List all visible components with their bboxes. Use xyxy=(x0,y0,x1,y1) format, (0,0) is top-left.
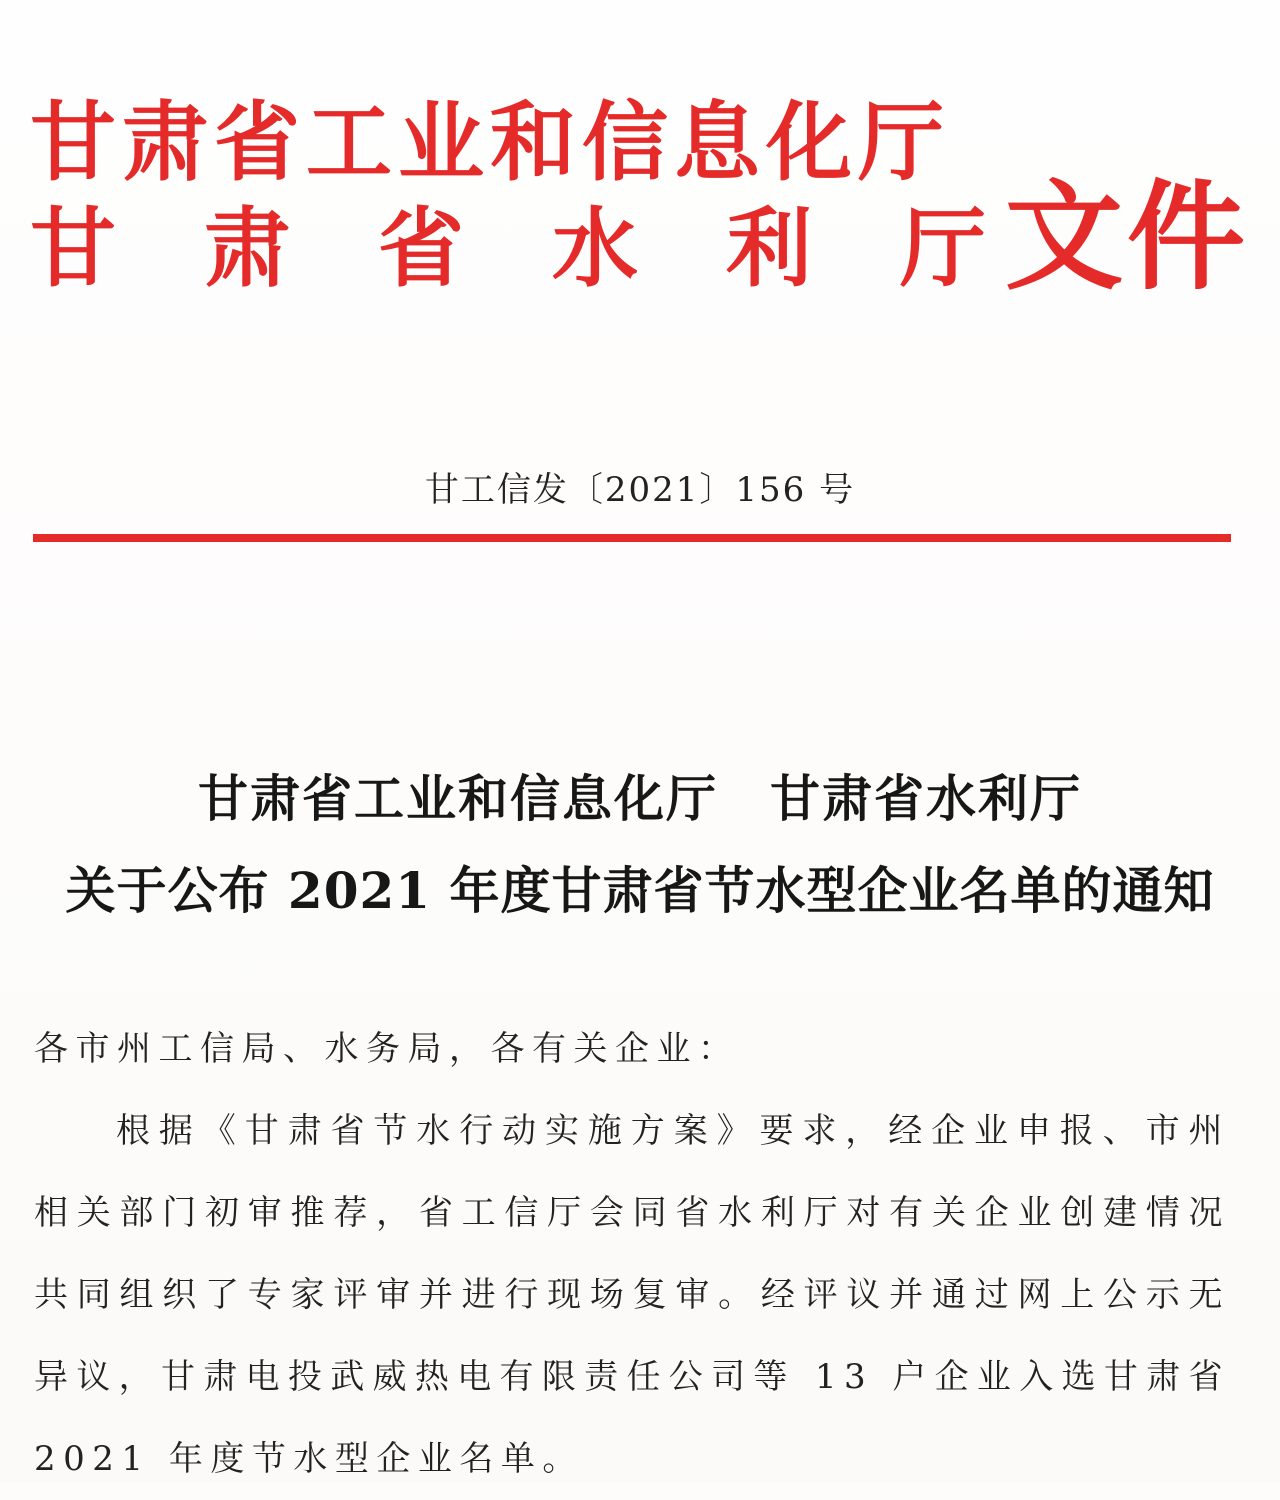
document-number: 甘工信发〔2021〕156 号 xyxy=(424,470,856,510)
salutation: 各市州工信局、水务局，各有关企业： xyxy=(34,1029,740,1069)
agency-names xyxy=(30,90,1074,302)
paragraph-1: 根据《甘肃省节水行动实施方案》要求，经企业申报、市州相关部门初审推荐，省工信厅会同省水利厅对有关企业创建情况共同组织了专家评审并进行现场复审。经评议并通过网上公示无异议，甘肃电投武威热电有限责任公司等 13 户企业入选甘肃省 2021 年度节水型企业名单。 xyxy=(34,1111,1230,1479)
notice-title xyxy=(0,764,1280,926)
agency-document-label: 文件 xyxy=(1005,168,1250,306)
title-issuers: 甘肃省工业和信息化厅 甘肃省水利厅 xyxy=(198,769,1082,828)
agency-line-industry: 甘肃省工业和信息化厅 xyxy=(30,93,950,193)
red-divider xyxy=(33,534,1231,542)
title-subject: 关于公布 2021 年度甘肃省节水型企业名单的通知 xyxy=(65,861,1215,920)
notice-body xyxy=(34,1008,1230,1500)
agency-line-water: 甘肃省水利厅 xyxy=(30,199,1074,299)
agency-header xyxy=(30,90,1250,320)
